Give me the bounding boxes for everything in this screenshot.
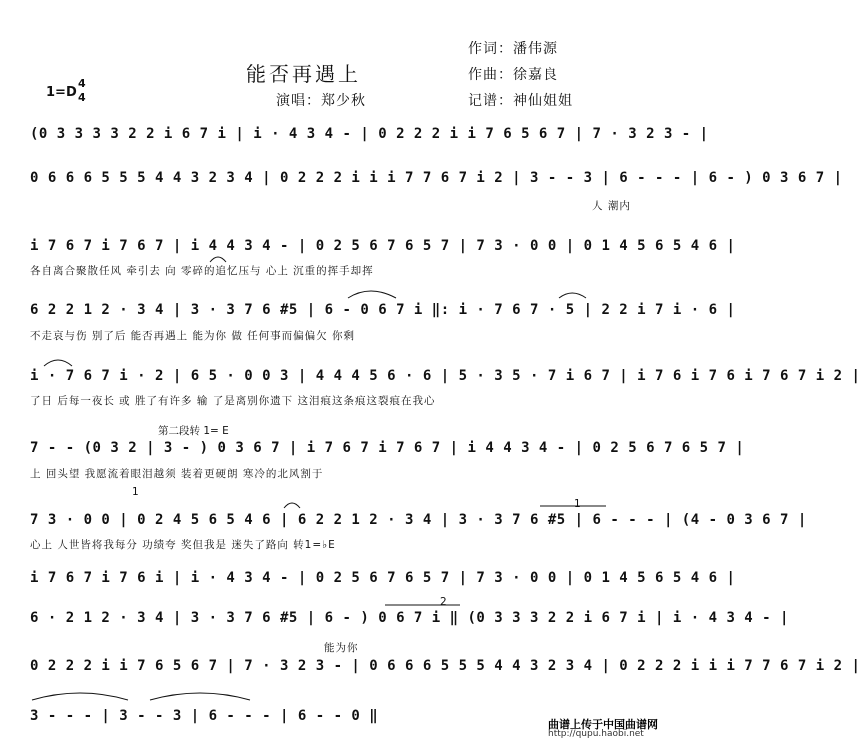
lyric-row-3: 各自离合聚散任风 牵引去 向 零碎的追忆压与 心上 沉重的挥手却挥	[30, 265, 374, 277]
score-row-4: 6 2 2 1 2 · 3 4 | 3 · 3 7 6 #5 | 6 - 0 6 7 i ‖: i · 7 6 7 · 5 | 2 2 i 7 i · 6 |	[30, 302, 736, 318]
score-row-11: 3 - - - | 3 - - 3 | 6 - - - | 6 - - 0 ‖	[30, 708, 379, 724]
footer-site: 曲谱上传于中国曲谱网	[548, 718, 658, 731]
composer-credit: 作曲：徐嘉良	[468, 67, 558, 83]
score-row-7: 7 3 · 0 0 | 0 2 4 5 6 5 4 6 | 6 2 2 1 2 · 3 4 | 3 · 3 7 6 #5 | 6 - - - | (4 - 0 3 6 7 |	[30, 512, 807, 528]
score-row-10: 0 2 2 2 i i 7 6 5 6 7 | 7 · 3 2 3 - | 0 6 6 6 5 5 5 4 4 3 2 3 4 | 0 2 2 2 i i i 7 7 6 7 i 2 |	[30, 658, 860, 674]
lyric-row-6: 上 回头望 我愿流着眼泪越须 装着更硬朗 寒冷的北风割于	[30, 468, 324, 480]
score-row-1: (0 3 3 3 3 2 2 i 6 7 i | i · 4 3 4 - | 0 2 2 2 i i 7 6 5 6 7 | 7 · 3 2 3 - |	[30, 126, 709, 142]
tie-1	[32, 693, 128, 700]
lyric-row-9: 能为你	[324, 642, 359, 654]
volta-marker-1: 1	[132, 486, 139, 498]
lyric-row-5: 了日 后每一夜长 或 胜了有许多 输 了是离别你遗下 这泪痕这条痕这裂痕在我心	[30, 395, 436, 407]
lyric-row-7: 心上 人世皆将我每分 功绩夸 奖但我是 迷失了路向 转1=♭E	[30, 539, 336, 551]
slur-2	[348, 291, 396, 298]
slur-5	[284, 503, 300, 508]
volta-marker-2: 2	[440, 596, 447, 608]
key-signature: 1=D	[46, 85, 77, 100]
slur-1	[210, 257, 226, 262]
footer-url[interactable]: http://qupu.haobi.net	[548, 729, 644, 739]
score-row-9: 6 · 2 1 2 · 3 4 | 3 · 3 7 6 #5 | 6 - ) 0 6 7 i ‖ (0 3 3 3 2 2 i 6 7 i | i · 4 3 4 - |	[30, 610, 789, 626]
song-title: 能否再遇上	[246, 62, 361, 86]
slur-4	[44, 360, 72, 366]
score-row-5: i · 7 6 7 i · 2 | 6 5 · 0 0 3 | 4 4 4 5 6 · 6 | 5 · 3 5 · 7 i 6 7 | i 7 6 i 7 6 i 7 6 7 i 2 |	[30, 368, 860, 384]
transcriber-credit: 记谱：神仙姐姐	[468, 93, 573, 109]
time-signature-top: 4	[78, 77, 86, 90]
score-row-2: 0 6 6 6 5 5 5 4 4 3 2 3 4 | 0 2 2 2 i i i 7 7 6 7 i 2 | 3 - - 3 | 6 - - - | 6 - ) 0 3 6 7 |	[30, 170, 843, 186]
lyricist-credit: 作词：潘伟源	[468, 41, 558, 57]
section-two-label: 第二段转 1= E	[158, 425, 229, 437]
lyric-row-4: 不走哀与伤 别了后 能否再遇上 能为你 做 任何事而偏偏欠 你剩	[30, 330, 356, 342]
time-signature-bottom: 4	[78, 91, 86, 104]
tie-2	[150, 693, 250, 700]
singer-credit: 演唱：郑少秋	[276, 93, 366, 109]
lyric-row-2: 人 潮内	[592, 200, 631, 212]
score-row-3: i 7 6 7 i 7 6 7 | i 4 4 3 4 - | 0 2 5 6 7 6 5 7 | 7 3 · 0 0 | 0 1 4 5 6 5 4 6 |	[30, 238, 736, 254]
score-row-6: 7 - - (0 3 2 | 3 - ) 0 3 6 7 | i 7 6 7 i 7 6 7 | i 4 4 3 4 - | 0 2 5 6 7 6 5 7 |	[30, 440, 745, 456]
volta-marker-1b: 1	[574, 498, 581, 510]
score-row-8: i 7 6 7 i 7 6 i | i · 4 3 4 - | 0 2 5 6 7 6 5 7 | 7 3 · 0 0 | 0 1 4 5 6 5 4 6 |	[30, 570, 736, 586]
slur-3	[559, 293, 586, 298]
